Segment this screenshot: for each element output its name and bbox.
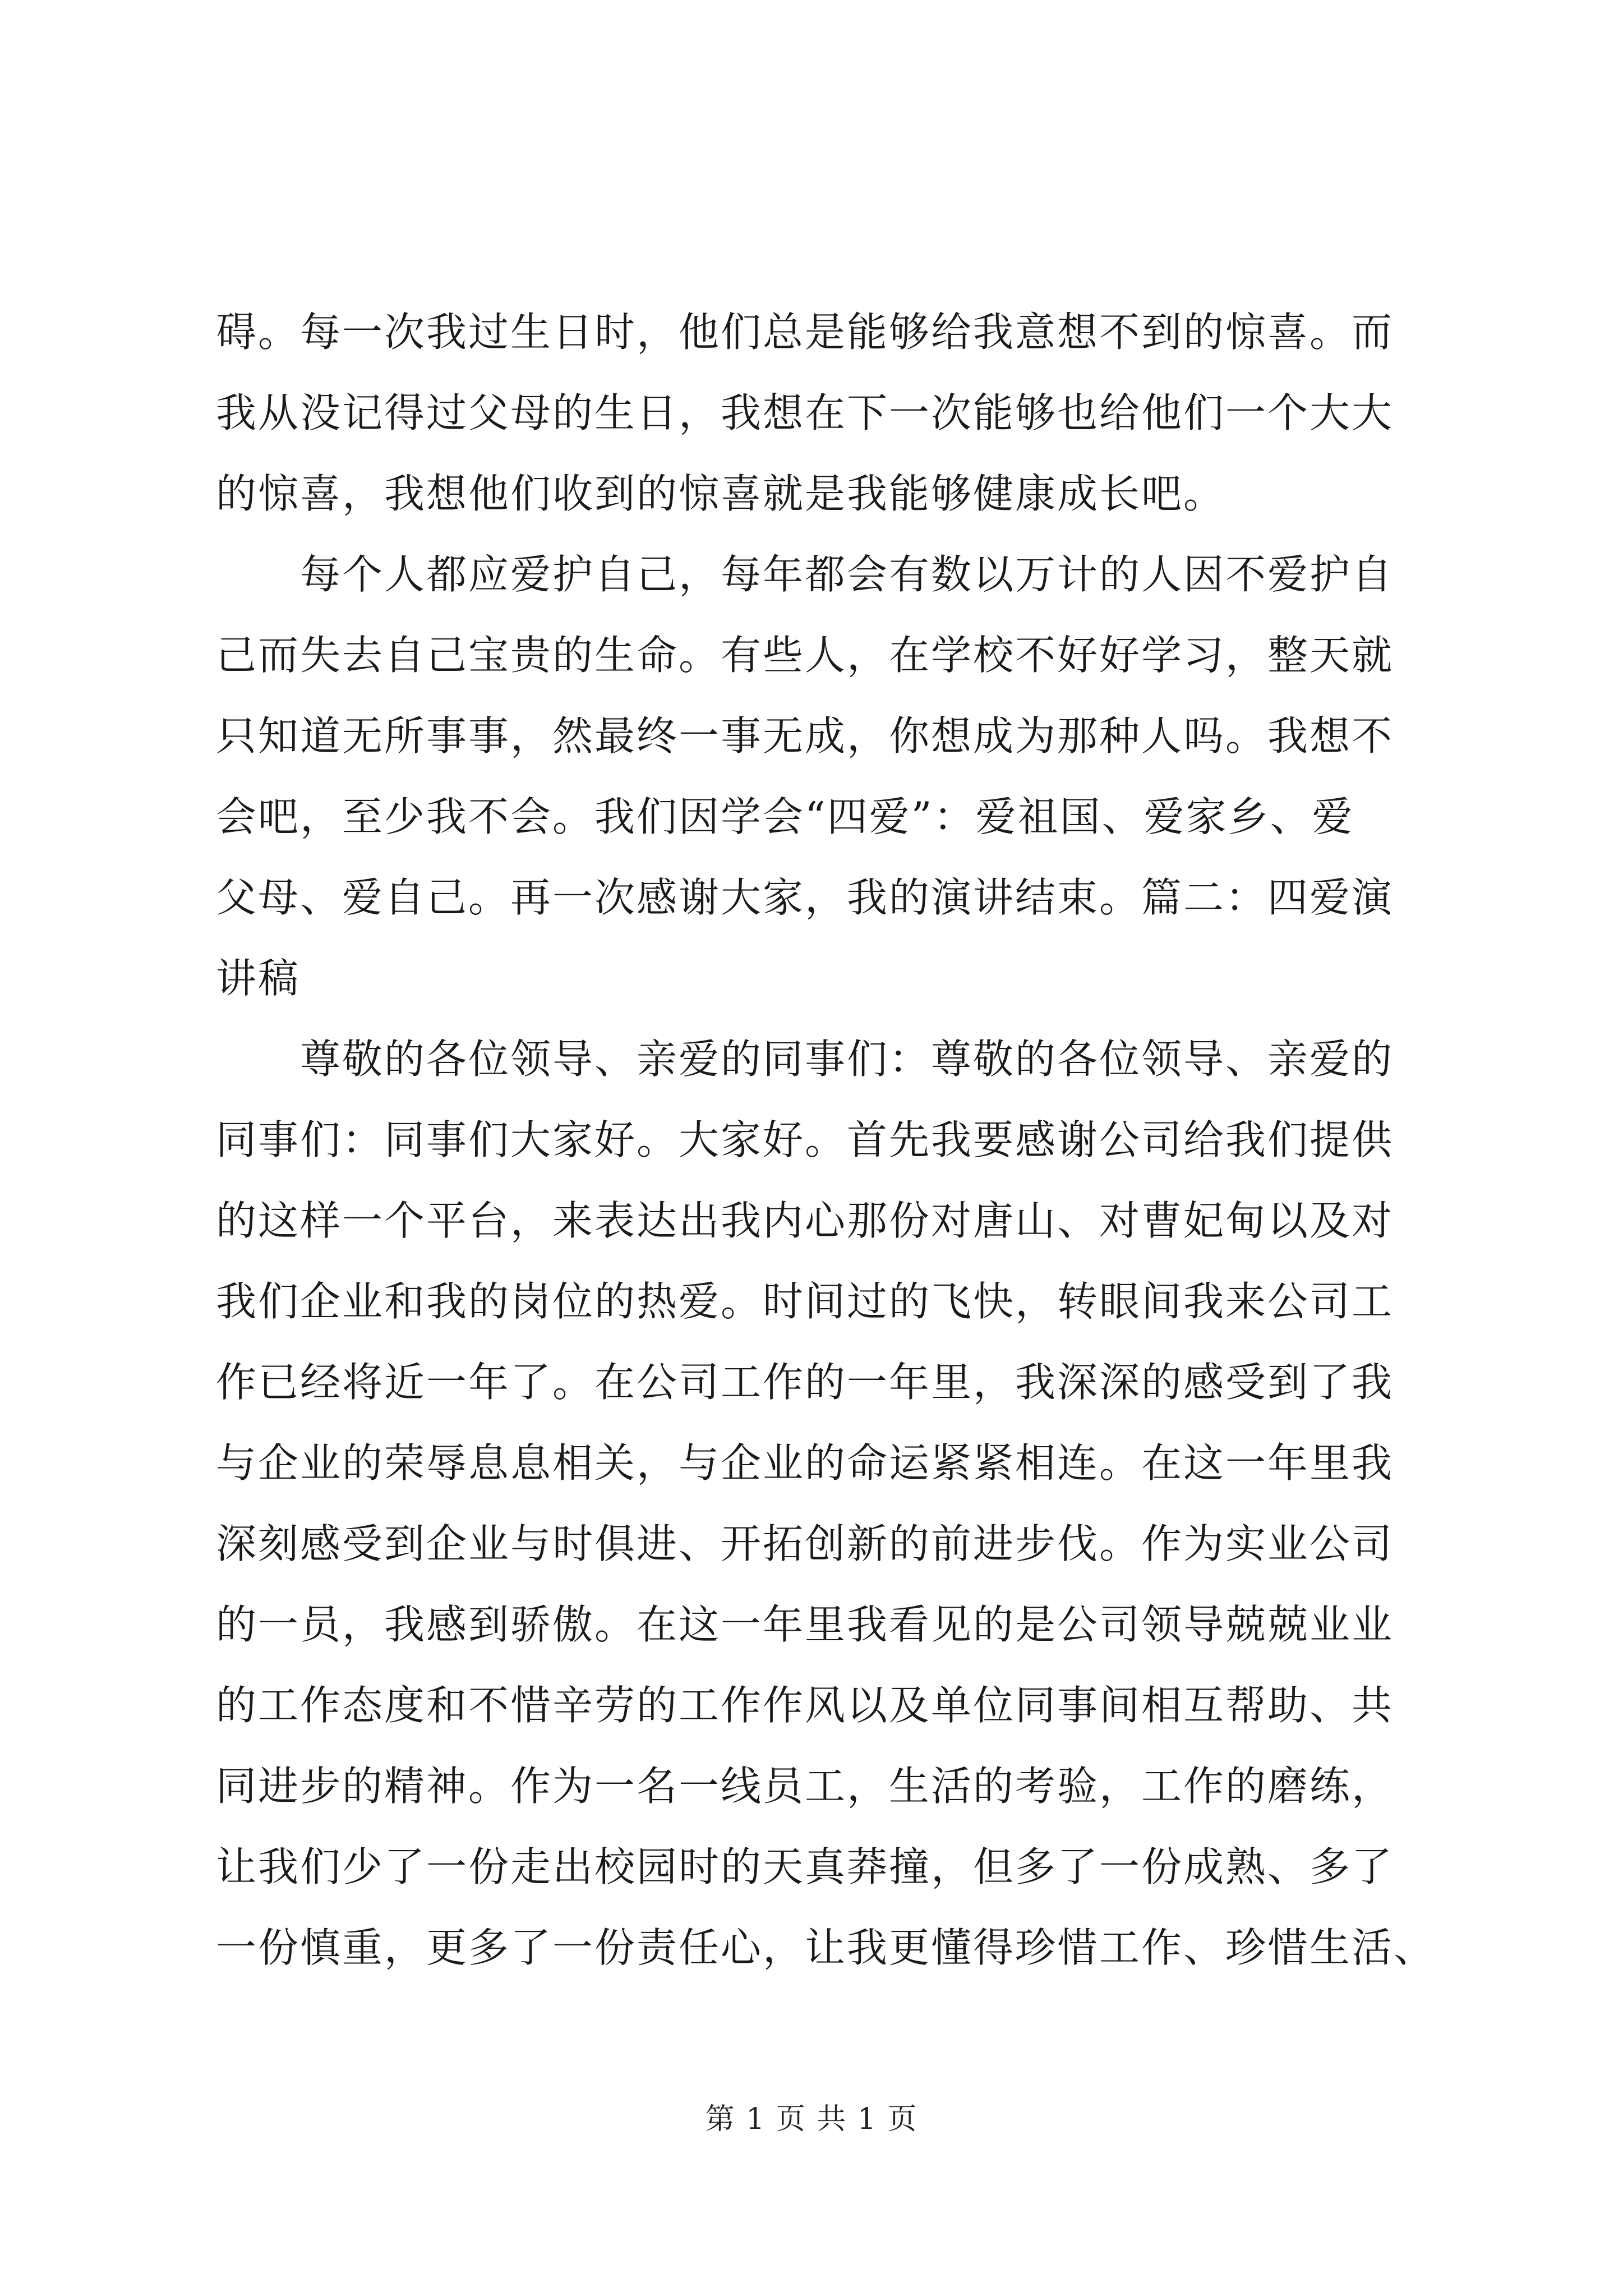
text-line-4: 每个人都应爱护自己，每年都会有数以万计的人因不爱护自 — [300, 551, 1394, 598]
text-line-18: 的工作态度和不惜辛劳的工作作风以及单位同事间相互帮助、共 — [216, 1682, 1394, 1729]
text-line-11: 同事们：同事们大家好。大家好。首先我要感谢公司给我们提供 — [216, 1116, 1394, 1163]
text-line-13: 我们企业和我的岗位的热爱。时间过的飞快，转眼间我来公司工 — [216, 1278, 1394, 1325]
text-line-19: 同进步的精神。作为一名一线员工，生活的考验，工作的磨练， — [216, 1763, 1394, 1810]
text-line-10: 尊敬的各位领导、亲爱的同事们：尊敬的各位领导、亲爱的 — [300, 1036, 1394, 1083]
text-line-12: 的这样一个平台，来表达出我内心那份对唐山、对曹妃甸以及对 — [216, 1197, 1394, 1244]
text-line-21: 一份慎重，更多了一份责任心，让我更懂得珍惜工作、珍惜生活、 — [216, 1924, 1436, 1971]
text-line-20: 让我们少了一份走出校园时的天真莽撞，但多了一份成熟、多了 — [216, 1843, 1394, 1890]
text-line-8: 父母、爱自己。再一次感谢大家，我的演讲结束。篇二：四爱演 — [216, 874, 1394, 921]
text-line-9: 讲稿 — [216, 955, 301, 1002]
text-line-5: 己而失去自己宝贵的生命。有些人，在学校不好好学习，整天就 — [216, 632, 1394, 679]
page-footer — [0, 2095, 1623, 2137]
text-line-1: 碍。每一次我过生日时，他们总是能够给我意想不到的惊喜。而 — [216, 309, 1394, 356]
text-line-3: 的惊喜，我想他们收到的惊喜就是我能够健康成长吧。 — [216, 470, 1226, 517]
text-line-2: 我从没记得过父母的生日，我想在下一次能够也给他们一个大大 — [216, 389, 1394, 436]
text-line-14: 作已经将近一年了。在公司工作的一年里，我深深的感受到了我 — [216, 1359, 1394, 1406]
text-line-6: 只知道无所事事，然最终一事无成，你想成为那种人吗。我想不 — [216, 712, 1394, 760]
text-line-17: 的一员，我感到骄傲。在这一年里我看见的是公司领导兢兢业业 — [216, 1601, 1394, 1648]
document-body — [216, 292, 1436, 1988]
text-line-7: 会吧，至少我不会。我们因学会“四爱”：爱祖国、爱家乡、爱 — [216, 793, 1354, 840]
page-number-label: 第 1 页 共 1 页 — [705, 2102, 918, 2136]
text-line-15: 与企业的荣辱息息相关，与企业的命运紧紧相连。在这一年里我 — [216, 1439, 1394, 1487]
text-line-16: 深刻感受到企业与时俱进、开拓创新的前进步伐。作为实业公司 — [216, 1520, 1394, 1567]
